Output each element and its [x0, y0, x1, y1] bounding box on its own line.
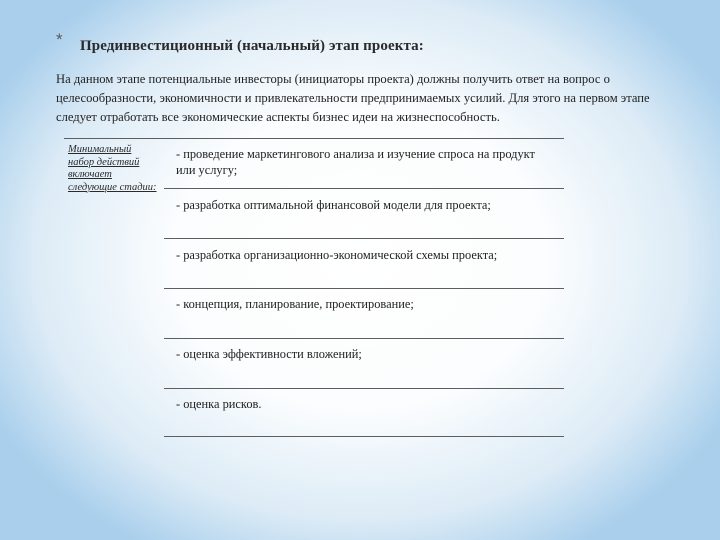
- stage-item-1: - проведение маркетингового анализа и изучение спроса на продукт или услугу;: [176, 147, 535, 177]
- stage-item-2: - разработка оптимальной финансовой модели для проекта;: [176, 198, 491, 212]
- table-bottom-border: [164, 436, 564, 437]
- intro-paragraph: На данном этапе потенциальные инвесторы (инициаторы проекта) должны получить ответ на вопрос о целесообразности, экономичности и привлекательности предпринимаемых усилий. Для этого на первом этапе следует отработать все экономические аспекты бизнес идеи на жизнеспособность.: [56, 72, 650, 124]
- table-left-label: Минимальный набор действий включает следующие стадии:: [68, 144, 157, 193]
- row-divider: [164, 388, 564, 389]
- stage-item-6: - оценка рисков.: [176, 397, 262, 411]
- stage-item-3: - разработка организационно-экономической схемы проекта;: [176, 248, 498, 262]
- row-divider: [164, 238, 564, 239]
- slide-title: Прединвестиционный (начальный) этап проекта:: [80, 38, 424, 54]
- stages-table: [64, 136, 564, 441]
- row-divider: [164, 338, 564, 339]
- row-divider: [164, 188, 564, 189]
- bullet-asterisk: *: [56, 30, 63, 49]
- table-top-border: [64, 138, 564, 139]
- stage-item-4: - концепция, планирование, проектирование;: [176, 297, 414, 311]
- row-divider: [164, 288, 564, 289]
- stage-item-5: - оценка эффективности вложений;: [176, 347, 362, 361]
